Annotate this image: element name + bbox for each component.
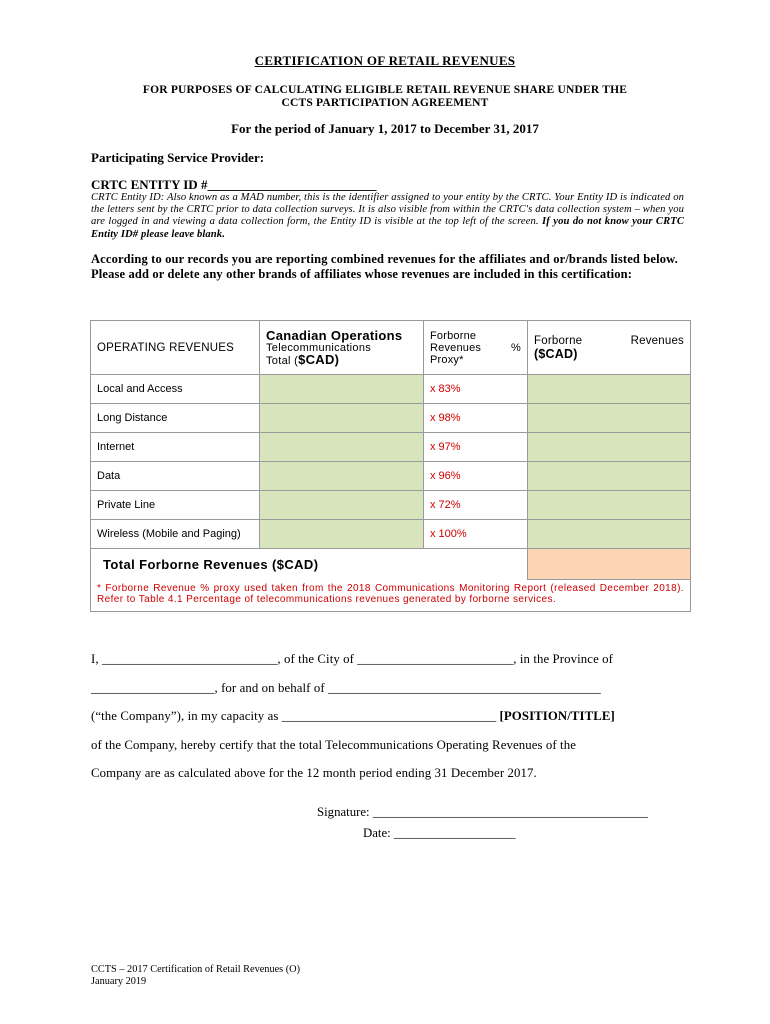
input-data-forborne[interactable] <box>528 462 691 491</box>
footer-line-2: January 2019 <box>91 976 147 987</box>
input-private-line-forborne[interactable] <box>528 491 691 520</box>
document-title: CERTIFICATION OF RETAIL REVENUES <box>254 53 516 68</box>
header-telecommunications: Telecommunications <box>266 341 372 354</box>
input-wireless-total[interactable] <box>260 520 424 549</box>
table-footnote: * Forborne Revenue % proxy used taken from the 2018 Communications Monitoring Report (released December 2018). Refer to Table 4.1 Percentage of telecommunications revenues generated by forborne services. <box>91 580 691 612</box>
page-footer <box>91 964 300 988</box>
header-operating-revenues: OPERATING REVENUES <box>91 321 260 375</box>
signature-field[interactable]: Signature: ___________________________________________ <box>317 805 648 819</box>
row-label-data: Data <box>91 462 260 491</box>
proxy-long-distance: x 98% <box>424 404 528 433</box>
table-row <box>91 520 691 549</box>
input-private-line-total[interactable] <box>260 491 424 520</box>
cert-line-5: Company are as calculated above for the 12 month period ending 31 December 2017. <box>91 766 537 780</box>
crtc-entity-id-field[interactable]: CRTC ENTITY ID #__________________________ <box>91 177 377 192</box>
table-row <box>91 404 691 433</box>
cert-line-3[interactable]: (“the Company”), in my capacity as _________________________________ [POSITION/TITLE] <box>91 709 615 723</box>
cert-line-2[interactable]: ___________________, for and on behalf of __________________________________________ <box>91 681 601 695</box>
table-row <box>91 491 691 520</box>
document-subtitle <box>0 84 770 110</box>
input-long-distance-forborne[interactable] <box>528 404 691 433</box>
input-wireless-forborne[interactable] <box>528 520 691 549</box>
total-forborne-value[interactable] <box>528 549 691 580</box>
crtc-entity-note <box>91 192 684 241</box>
header-canadian-operations <box>260 321 424 375</box>
total-row <box>91 549 691 580</box>
subtitle-line-1: FOR PURPOSES OF CALCULATING ELIGIBLE RETAIL REVENUE SHARE UNDER THE <box>142 84 628 96</box>
proxy-internet: x 97% <box>424 433 528 462</box>
proxy-local-access: x 83% <box>424 375 528 404</box>
proxy-wireless: x 100% <box>424 520 528 549</box>
header-total-cad: Total ($CAD) <box>266 351 340 367</box>
reporting-period: For the period of January 1, 2017 to December 31, 2017 <box>231 121 539 136</box>
header-forborne-proxy: Forborne Revenues % Proxy* <box>424 321 528 375</box>
cert-line-1[interactable]: I, ___________________________, of the City of ________________________, in the Province of <box>91 652 614 666</box>
input-internet-total[interactable] <box>260 433 424 462</box>
crtc-note-bold: If you do not know your CRTC Entity ID# please leave blank. <box>91 216 684 240</box>
subtitle-line-2: CCTS PARTICIPATION AGREEMENT <box>281 97 489 109</box>
input-data-total[interactable] <box>260 462 424 491</box>
table-row <box>91 375 691 404</box>
provider-label: Participating Service Provider: <box>91 150 265 165</box>
input-internet-forborne[interactable] <box>528 433 691 462</box>
row-label-local-access: Local and Access <box>91 375 260 404</box>
date-field[interactable]: Date: ___________________ <box>363 826 516 840</box>
footer-line-1: CCTS – 2017 Certification of Retail Revenues (O) <box>91 964 301 975</box>
input-local-access-forborne[interactable] <box>528 375 691 404</box>
table-row <box>91 433 691 462</box>
crtc-note-text: CRTC Entity ID: Also known as a MAD number, this is the identifier assigned to your entity by the CRTC. Your Entity ID is indicated on the letters sent by the CRTC prior to data collection surveys. It is also visible from within the CRTC's data collection system – when you are logged in and viewing a data collection form, the Entity ID is visible at the top left of the screen. <box>91 192 684 228</box>
table-row <box>91 462 691 491</box>
input-local-access-total[interactable] <box>260 375 424 404</box>
total-forborne-label: Total Forborne Revenues ($CAD) <box>91 549 528 580</box>
table-header-row <box>91 321 691 375</box>
position-title-label: [POSITION/TITLE] <box>499 709 615 723</box>
header-forborne-revenues-cad: Forborne Revenues ($CAD) <box>528 321 691 375</box>
footnote-row <box>91 580 691 612</box>
row-label-private-line: Private Line <box>91 491 260 520</box>
affiliates-statement: According to our records you are reporting combined revenues for the affiliates and or/brands listed below. Please add or delete any other brands of affiliates whose revenues are included in this certification: <box>91 252 678 281</box>
proxy-data: x 96% <box>424 462 528 491</box>
row-label-internet: Internet <box>91 433 260 462</box>
revenue-table <box>90 320 691 612</box>
input-long-distance-total[interactable] <box>260 404 424 433</box>
row-label-wireless: Wireless (Mobile and Paging) <box>91 520 260 549</box>
row-label-long-distance: Long Distance <box>91 404 260 433</box>
cert-line-4: of the Company, hereby certify that the total Telecommunications Operating Revenues of the <box>91 738 576 752</box>
proxy-private-line: x 72% <box>424 491 528 520</box>
header-canadian-operations-title: Canadian Operations <box>266 327 403 343</box>
